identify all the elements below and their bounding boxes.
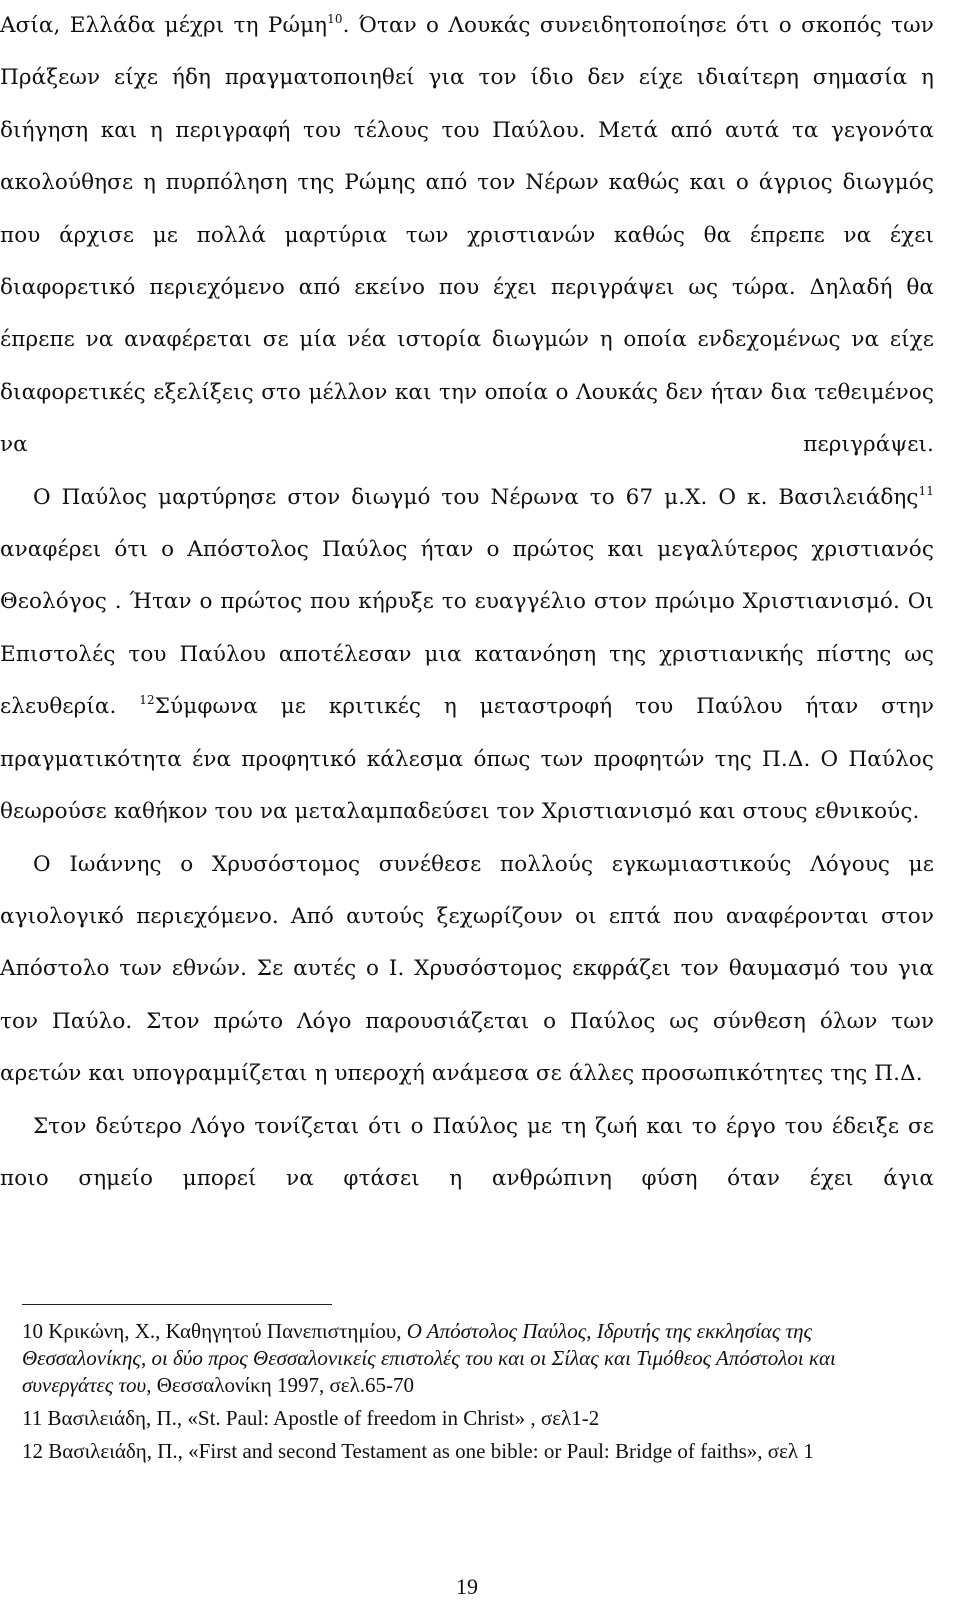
footnote-10: 10 Κρικώνη, Χ., Καθηγητού Πανεπιστημίου, Ο Απόστολος Παύλος, Ιδρυτής της εκκλησίας της Θεσσαλονίκης, οι δύο προς Θεσσαλονικείς επιστολές του και οι Σίλας και Τιμόθεος Απόστολοι και συνεργάτες του, Θεσσαλονίκη 1997, σελ.65-70 [22,1319,836,1397]
paragraph-3: Ο Ιωάννης ο Χρυσόστομος συνέθεσε πολλούς εγκωμιαστικούς Λόγους με αγιολογικό περιεχόμενο. Από αυτούς ξεχωρίζουν οι επτά που αναφέρονται στον Απόστολο των εθνών. Σε αυτές ο Ι. Χρυσόστομος εκφράζει τον θαυμασμό του για τον Παύλο. Στον πρώτο Λόγο παρουσιάζεται ο Παύλος ως σύνθεση όλων των αρετών και υπογραμμίζεται η υπεροχή ανάμεσα σε άλλες προσωπικότητες της Π.Δ. [0,851,934,1087]
paragraph-2: Ο Παύλος μαρτύρησε στον διωγμό του Νέρωνα το 67 μ.Χ. Ο κ. Βασιλειάδης$^{11}$ αναφέρει ότι ο Απόστολος Παύλος ήταν ο πρώτος και μεγαλύτερος χριστιανός Θεολόγος . Ήταν ο πρώτος που κήρυξε το ευαγγέλιο στον πρώιμο Χριστιανισμό. Οι Επιστολές του Παύλου αποτέλεσαν μια κατανόηση της χριστιανικής πίστης ως ελευθερία. $^{12}$Σύμφωνα με κριτικές η μεταστροφή του Παύλου ήταν στην πραγματικότητα ένα προφητικό κάλεσμα όπως των προφητών της Π.Δ. Ο Παύλος θεωρούσε καθήκον του να μεταλαμπαδεύσει τον Χριστιανισμό και στους εθνικούς. [0,483,934,825]
page-number: 19 [456,1574,478,1599]
footnote-separator [22,1304,332,1305]
footnote-ref-11: 11 [918,483,934,498]
paragraph-4: Στον δεύτερο Λόγο τονίζεται ότι ο Παύλος με τη ζωή και το έργο του έδειξε σε ποιο σημείο μπορεί να φτάσει η ανθρώπινη φύση όταν έχει άγια [0,1113,934,1191]
paragraph-1: Ασία, Ελλάδα μέχρι τη Ρώμη$^{10}$. Όταν ο Λουκάς συνειδητοποίησε ότι ο σκοπός των Πράξεων είχε ήδη πραγματοποιηθεί για τον ίδιο δεν είχε ιδιαίτερη σημασία η διήγηση και η περιγραφή του τέλους του Παύλου. Μετά από αυτά τα γεγονότα ακολούθησε η πυρπόληση της Ρώμης από τον Νέρων καθώς και ο άγριος διωγμός που άρχισε με πολλά μαρτύρια των χριστιανών καθώς θα έπρεπε να έχει διαφορετικό περιεχόμενο από εκείνο που έχει περιγράψει ως τώρα. Δηλαδή θα έπρεπε να αναφέρεται σε μία νέα ιστορία διωγμών η οποία ενδεχομένως να είχε διαφορετικές εξελίξεις στο μέλλον και την οποία ο Λουκάς δεν ήταν δια τεθειμένος να περιγράψει. [0,12,934,458]
footnote-ref-12: 12 [139,693,155,708]
footnote-11: 11 Βασιλειάδη, Π., «St. Paul: Apostle of freedom in Christ» , σελ1-2 [22,1406,600,1430]
footnote-12: 12 Βασιλειάδη, Π., «First and second Testament as one bible: or Paul: Bridge of faiths», σελ 1 [22,1439,814,1463]
footnotes [22,1318,922,1465]
footnote-ref-10: 10 [327,12,343,26]
